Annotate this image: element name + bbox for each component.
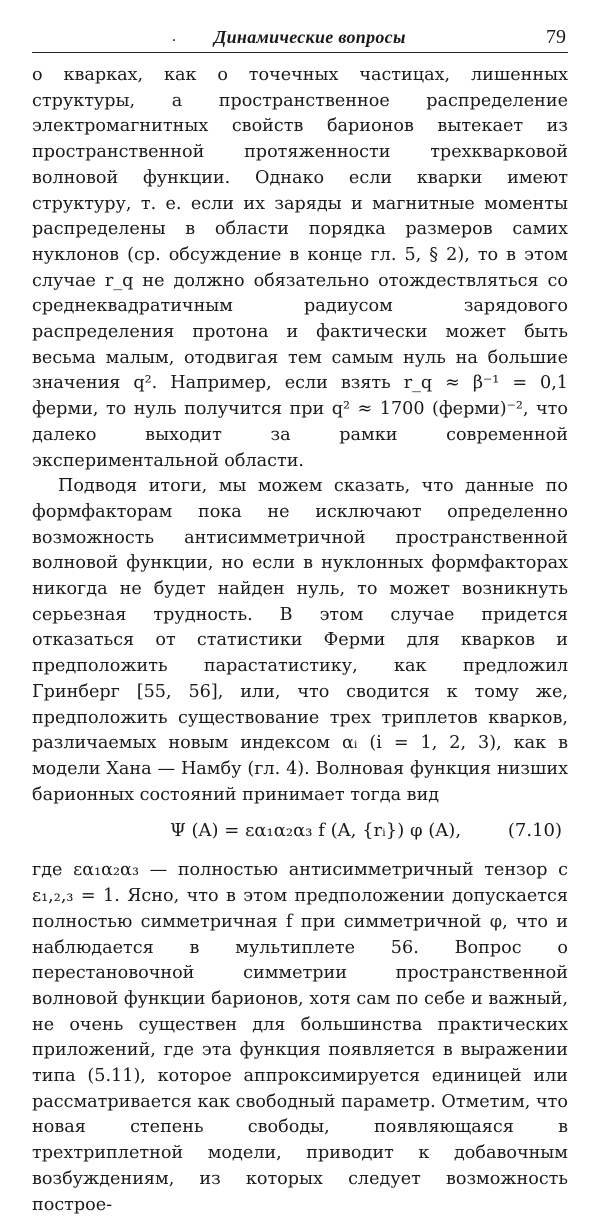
running-header bbox=[32, 26, 568, 53]
paragraph-1: о кварках, как о точечных частицах, лишенных структуры, а пространственное распределение электромагнитных свойств барионов вытекает из пространственной протяженности трехкварковой волновой функции. Однако если кварки имеют структуру, т. е. если их заряды и магнитные моменты распределены в области порядка размеров самих нуклонов (ср. обсуждение в конце гл. 5, § 2), то в этом случае r_q не должно обязательно отождествляться со среднеквадратичным радиусом зарядового распределения протона и фактически может быть весьма малым, отодвигая тем самым нуль на большие значения q². Например, если взять r_q ≈ β⁻¹ = 0,1 ферми, то нуль получится при q² ≈ 1700 (ферми)⁻², что далеко выходит за рамки современной экспериментальной области. bbox=[32, 65, 568, 471]
paragraph-2: Подводя итоги, мы можем сказать, что данные по формфакторам пока не исключают определенно возможность антисимметричной пространственной волновой функции, но если в нуклонных формфакторах никогда не будет найден нуль, то может возникнуть серьезная трудность. В этом случае придется отказаться от статистики Ферми для кварков и предположить парастатистику, как предложил Гринберг [55, 56], или, что сводится к тому же, предположить существование трех триплетов кварков, различаемых новым индексом αᵢ (i = 1, 2, 3), как в модели Хана — Намбу (гл. 4). Волновая функция низших барионных состояний принимает тогда вид bbox=[32, 476, 568, 805]
page-number: 79 bbox=[546, 26, 566, 48]
equation-number: (7.10) bbox=[507, 820, 562, 842]
header-dot: . bbox=[172, 28, 176, 45]
body-text bbox=[32, 63, 568, 1218]
equation-7-10 bbox=[32, 808, 568, 858]
chapter-title: Динамические вопросы bbox=[214, 27, 406, 47]
paragraph-3: где εα₁α₂α₃ — полностью антисимметричный тензор с ε₁,₂,₃ = 1. Ясно, что в этом предположении допускается полностью симметричная f при симметричной φ, что и наблюдается в мультиплете 56. Вопрос о перестановочной симметрии пространственной волновой функции барионов, хотя сам по себе и важный, не очень существен для большинства практических приложений, где эта функция появляется в выражении типа (5.11), которое аппроксимируется единицей или рассматривается как свободный параметр. Отметим, что новая степень свободы, появляющаяся в трехтриплетной модели, приводит к добавочным возбуждениям, из которых следует возможность построе- bbox=[32, 860, 568, 1215]
book-page bbox=[32, 26, 568, 1218]
equation-formula: Ψ (A) = εα₁α₂α₃ f (A, {rᵢ}) φ (A), bbox=[170, 820, 462, 842]
